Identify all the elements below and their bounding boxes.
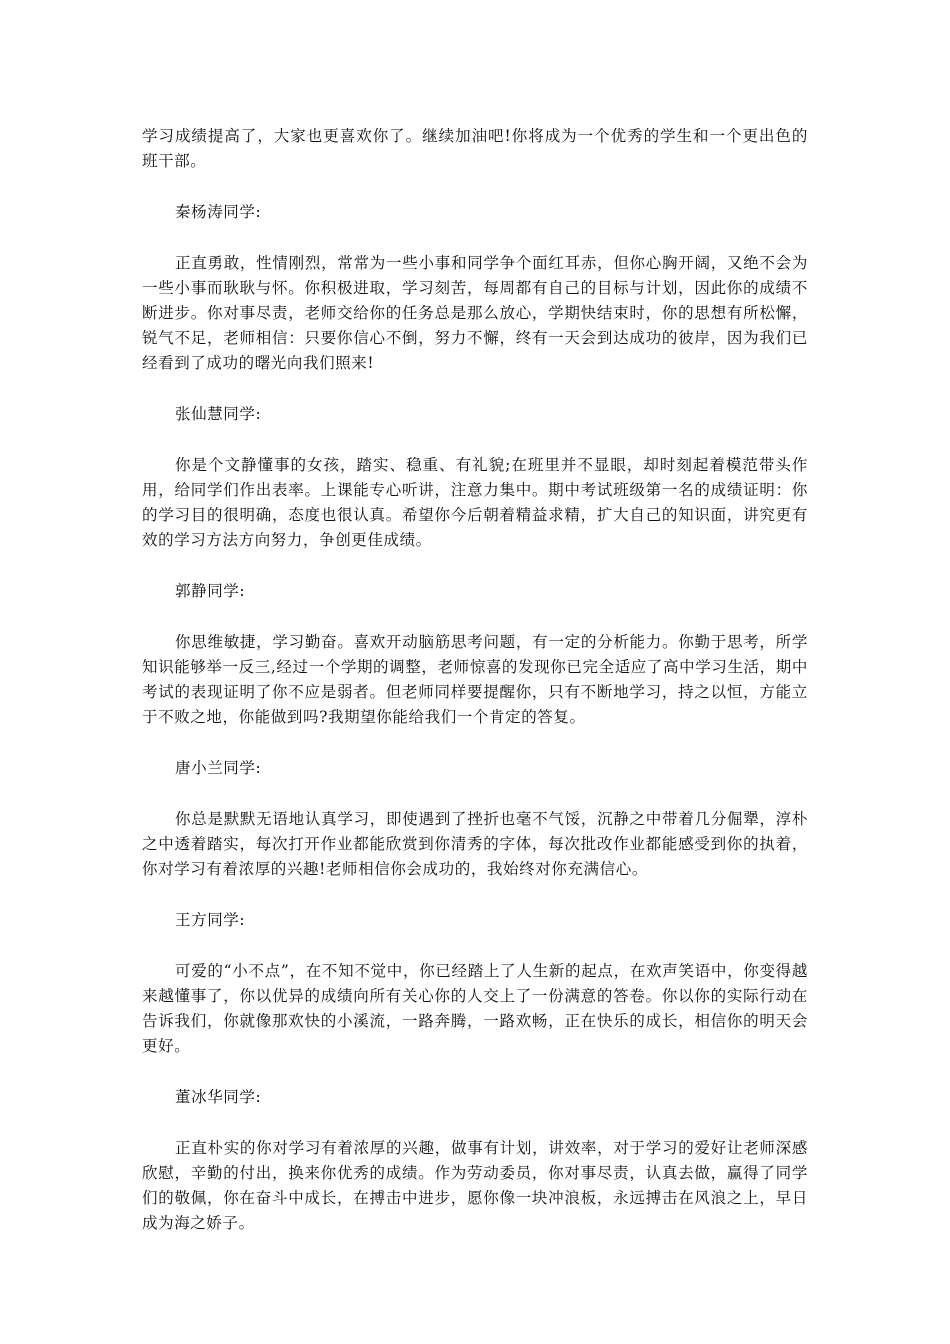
student-comment: 你思维敏捷，学习勤奋。喜欢开动脑筋思考问题，有一定的分析能力。你勤于思考，所学知识能够举一反三,经过一个学期的调整，老师惊喜的发现你已完全适应了高中学习生活，期中考试的表现证明了你不应是弱者。但老师同样要提醒你，只有不断地学习，持之以恒，方能立于不败之地，你能做到吗?我期望你能给我们一个肯定的答复。: [142, 633, 808, 726]
student-name: 张仙慧同学:: [175, 405, 262, 423]
document-page: [142, 124, 808, 1236]
opening-paragraph: 学习成绩提高了，大家也更喜欢你了。继续加油吧!你将成为一个优秀的学生和一个更出色的班干部。: [142, 127, 808, 170]
student-name: 王方同学:: [175, 911, 246, 929]
student-comment: 正直勇敢，性情刚烈，常常为一些小事和同学争个面红耳赤，但你心胸开阔，又绝不会为一些小事而耿耿与怀。你积极进取，学习刻苦，每周都有自己的目标与计划，因此你的成绩不断进步。你对事尽责，老师交给你的任务总是那么放心，学期快结束时，你的思想有所松懈，锐气不足，老师相信：只要你信心不倒，努力不懈，终有一天会到达成功的彼岸，因为我们已经看到了成功的曙光向我们照来!: [142, 254, 808, 372]
student-name: 唐小兰同学:: [175, 759, 262, 777]
student-name: 董冰华同学:: [175, 1088, 262, 1106]
student-name: 郭静同学:: [175, 582, 246, 600]
student-comment: 正直朴实的你对学习有着浓厚的兴趣，做事有计划，讲效率，对于学习的爱好让老师深感欣慰，辛勤的付出，换来你优秀的成绩。作为劳动委员，你对事尽责，认真去做，赢得了同学们的敬佩，你在奋斗中成长，在搏击中进步，愿你像一块冲浪板，永远搏击在风浪之上，早日成为海之娇子。: [142, 1139, 808, 1232]
student-comment: 你是个文静懂事的女孩，踏实、稳重、有礼貌;在班里并不显眼，却时刻起着模范带头作用，给同学们作出表率。上课能专心听讲，注意力集中。期中考试班级第一名的成绩证明：你的学习目的很明确，态度也很认真。希望你今后朝着精益求精，扩大自己的知识面，讲究更有效的学习方法方向努力，争创更佳成绩。: [142, 456, 808, 549]
student-comment: 你总是默默无语地认真学习，即使遇到了挫折也毫不气馁，沉静之中带着几分倔犟，淳朴之中透着踏实，每次打开作业都能欣赏到你清秀的字体，每次批改作业都能感受到你的执着，你对学习有着浓厚的兴趣!老师相信你会成功的，我始终对你充满信心。: [142, 810, 808, 878]
student-comment: 可爱的“小不点”，在不知不觉中，你已经踏上了人生新的起点，在欢声笑语中，你变得越来越懂事了，你以优异的成绩向所有关心你的人交上了一份满意的答卷。你以你的实际行动在告诉我们，你就像那欢快的小溪流，一路奔腾，一路欢畅，正在快乐的成长，相信你的明天会更好。: [142, 962, 808, 1055]
student-name: 秦杨涛同学:: [175, 203, 262, 221]
